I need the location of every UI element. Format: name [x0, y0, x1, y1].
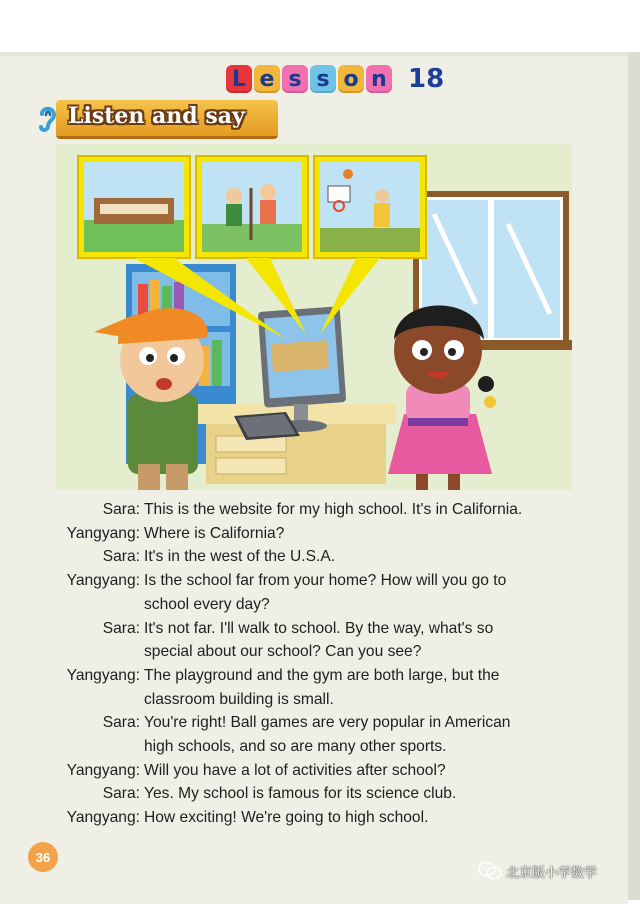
page-edge [628, 52, 640, 900]
dialogue-line [56, 545, 572, 569]
watermark-text: 北京版小学数学 [506, 865, 598, 881]
utterance [144, 664, 572, 711]
utterance-text: high schools, and so are many other sports. [144, 738, 447, 756]
utterance-text: school every day? [144, 595, 270, 613]
utterance-text: special about our school? Can you see? [144, 643, 422, 661]
dialogue-line [56, 617, 572, 664]
speaker-name: Sara: [102, 619, 140, 637]
utterance [144, 782, 572, 806]
lesson-letter-tile: s [282, 65, 308, 93]
lesson-letter-tile: o [338, 65, 364, 93]
dialogue [56, 498, 572, 830]
utterance-text: Where is California? [144, 524, 285, 542]
utterance-text: It's in the west of the U.S.A. [144, 548, 336, 566]
utterance [144, 498, 572, 522]
dialogue-line [56, 664, 572, 711]
utterance-text: It's not far. I'll walk to school. By the way, what's so [144, 619, 494, 637]
photo-panel-basketball [314, 156, 426, 258]
utterance [144, 522, 572, 546]
lesson-number: 18 [408, 64, 445, 94]
utterance [144, 545, 572, 569]
utterance-text: Yes. My school is famous for its science club. [144, 785, 457, 803]
utterance [144, 759, 572, 783]
lesson-illustration [56, 144, 572, 490]
dialogue-line [56, 782, 572, 806]
utterance-text: The playground and the gym are both large, but the [144, 666, 500, 684]
utterance [144, 806, 572, 830]
speaker-name: Yangyang: [66, 809, 140, 827]
speaker-name: Sara: [102, 548, 140, 566]
utterance-text: Will you have a lot of activities after school? [144, 761, 446, 779]
dialogue-line [56, 498, 572, 522]
speaker-name: Sara: [102, 501, 140, 518]
utterance [144, 617, 572, 664]
photo-panel-planting [196, 156, 308, 258]
utterance [144, 711, 572, 758]
wechat-icon [478, 861, 502, 881]
lesson-letter-tile: s [310, 65, 336, 93]
lesson-title [226, 62, 444, 96]
utterance [144, 569, 572, 616]
watermark [478, 860, 638, 882]
speaker-name: Yangyang: [66, 666, 140, 684]
speaker-name: Yangyang: [66, 524, 140, 542]
speaker-name: Sara: [102, 714, 140, 732]
dialogue-line [56, 711, 572, 758]
utterance-text: This is the website for my high school. It's in California. [144, 501, 523, 518]
speaker-name: Yangyang: [66, 761, 140, 779]
section-title: Listen and say [68, 103, 245, 129]
utterance-text: How exciting! We're going to high school. [144, 809, 429, 827]
utterance-text: classroom building is small. [144, 690, 334, 708]
lesson-letter-tile: L [226, 65, 252, 93]
utterance-text: You're right! Ball games are very popular in American [144, 714, 511, 732]
speaker-name: Sara: [102, 785, 140, 803]
ear-icon [36, 104, 58, 134]
dialogue-line [56, 522, 572, 546]
dialogue-line [56, 569, 572, 616]
lesson-letter-tile: n [366, 65, 392, 93]
dialogue-line [56, 759, 572, 783]
page-number: 36 [28, 842, 58, 872]
utterance-text: Is the school far from your home? How will you go to [144, 572, 507, 590]
dialogue-line [56, 806, 572, 830]
speaker-name: Yangyang: [66, 572, 140, 590]
photo-panel-school [78, 156, 190, 258]
lesson-letter-tile: e [254, 65, 280, 93]
section-header [36, 100, 280, 136]
